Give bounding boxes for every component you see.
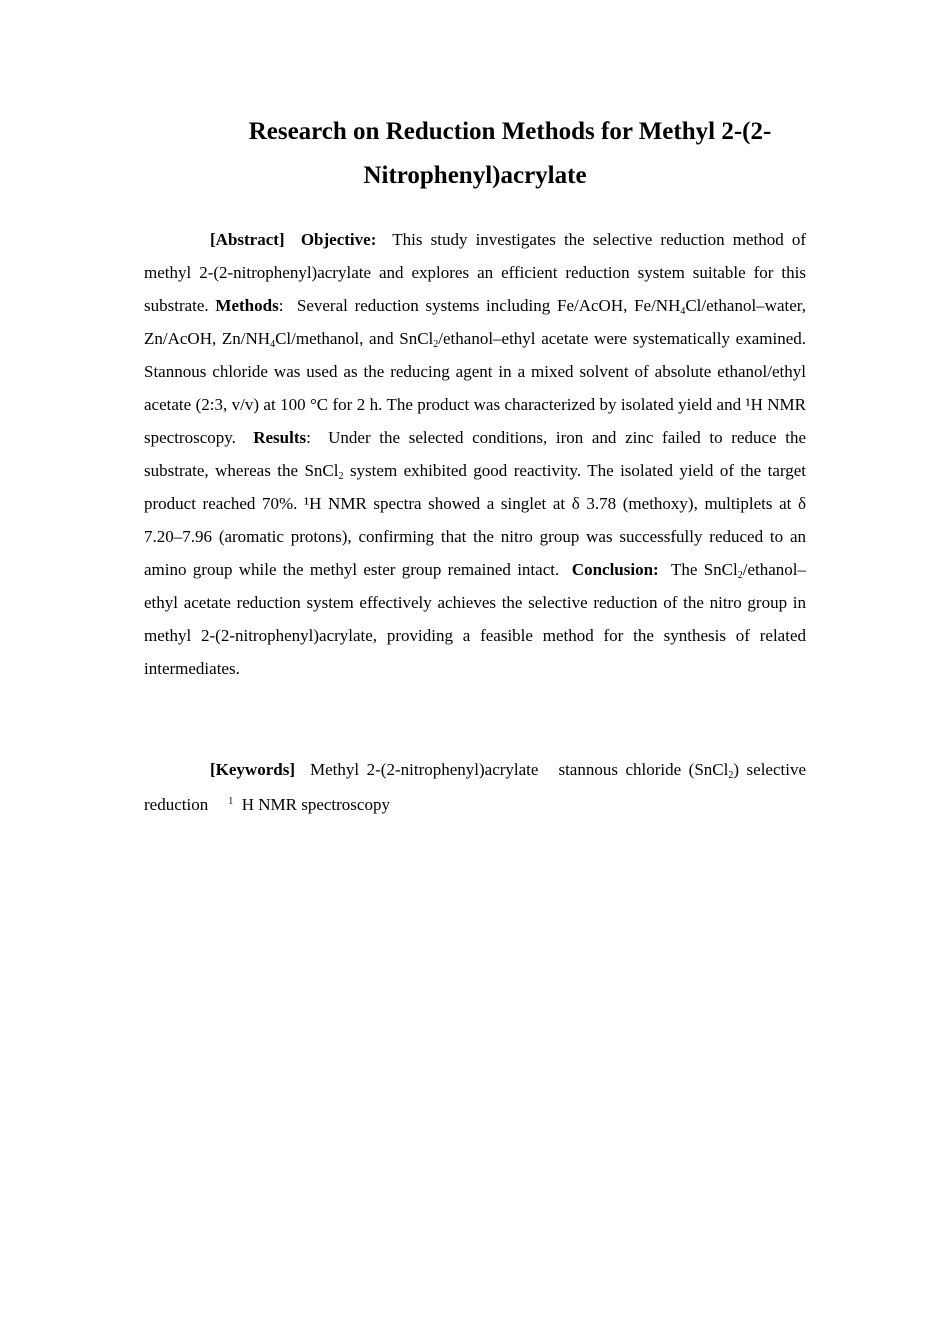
abstract-label: [Abstract]	[210, 230, 285, 249]
conclusion-text-1: The SnCl	[671, 560, 738, 579]
results-text-2: system exhibited good reactivity. The isolated yield of the target product reached 70%. ¹H NMR spectra showed a singlet at δ 3.78 (methoxy), multiplets at δ 7.20–7.96 (aromatic protons), confirming that the nitro group was successfully reduced to an amino group while the methyl ester group remained intact.	[144, 461, 807, 579]
paper-title	[144, 110, 806, 198]
results-label: Results	[253, 428, 307, 447]
methods-label: Methods	[215, 296, 279, 315]
objective-text: This study investigates the selective reduction method of methyl 2-(2-nitrophenyl)acrylate and explores an efficient reduction system suitable for this substrate.	[144, 230, 806, 315]
title-line-2: Nitrophenyl)acrylate	[363, 162, 587, 189]
keyword-2	[558, 760, 739, 779]
methods-text-2: Cl/ethanol–water, Zn/AcOH, Zn/NH	[144, 296, 806, 348]
subscript-2: 2	[728, 770, 734, 781]
abstract-paragraph: [Abstract] Objective: This study investigates the selective reduction method of methyl 2-(2-nitrophenyl)acrylate and explores an efficient reduction system suitable for this substrate. Methods: Several reduction systems including Fe/AcOH, $Fe/NH_4Cl/ethanol$–water, Zn/AcOH, $Zn/NH_4Cl$/methanol, and SnCl$_2$/ethanol–ethyl acetate were systematically examined. Stannous chloride was used as the reducing agent in a mixed solvent of absolute ethanol/ethyl acetate (2:3, v/v) at 100 °C for 2 h. The product was characterized by isolated yield and ¹H NMR spectroscopy. Results: Under the selected conditions, iron and zinc failed to reduce the substrate, whereas the SnCl$_2$ system exhibited good reactivity. The isolated yield of the target product reached 70%. ¹H NMR spectra showed a singlet at δ 3.78 (methoxy), multiplets at δ 7.20–7.96 (aromatic protons), confirming that the nitro group was successfully reduced to an amino group while the methyl ester group remained intact. Conclusion: The SnCl$_2$/ethanol–ethyl acetate reduction system effectively achieves the selective reduction of the nitro group in methyl 2-(2-nitrophenyl)acrylate, providing a feasible method for the synthesis of related intermediates.	[144, 230, 807, 678]
keyword-4: H NMR spectroscopy	[241, 795, 390, 814]
methods-text-3: Cl/methanol, and SnCl	[275, 329, 434, 348]
subscript-4: 4	[270, 339, 276, 350]
keyword-3: selective reduction	[144, 760, 807, 814]
results-text-1: Under the selected conditions, iron and zinc failed to reduce the substrate, whereas the SnCl	[144, 428, 806, 480]
subscript-2: 2	[433, 339, 439, 350]
methods-text-4: /ethanol–ethyl acetate were systematically examined. Stannous chloride was used as the reducing agent in a mixed solvent of absolute ethanol/ethyl acetate (2:3, v/v) at 100 °C for 2 h. The product was characterized by isolated yield and ¹H NMR spectroscopy.	[144, 329, 806, 447]
keywords-paragraph	[144, 752, 806, 822]
conclusion-label: Conclusion:	[571, 560, 659, 579]
objective-label: Objective:	[300, 230, 377, 249]
subscript-2: 2	[737, 570, 743, 581]
keywords-label: [Keywords]	[210, 760, 295, 779]
superscript-1: 1	[228, 796, 234, 807]
methods-text-1: Several reduction systems including Fe/AcOH, Fe/NH	[296, 296, 681, 315]
keyword-2-text: stannous chloride (SnCl	[558, 760, 729, 779]
subscript-2: 2	[338, 471, 344, 482]
conclusion-text-2: /ethanol–ethyl acetate reduction system effectively achieves the selective reduction of the nitro group in methyl 2-(2-nitrophenyl)acrylate, providing a feasible method for the synthesis of related intermediates.	[144, 560, 806, 678]
keyword-1: Methyl 2-(2-nitrophenyl)acrylate	[310, 760, 539, 779]
keyword-2-close: )	[733, 760, 740, 779]
title-line-1: Research on Reduction Methods for Methyl 2-(2-	[248, 118, 772, 145]
subscript-4: 4	[680, 306, 686, 317]
